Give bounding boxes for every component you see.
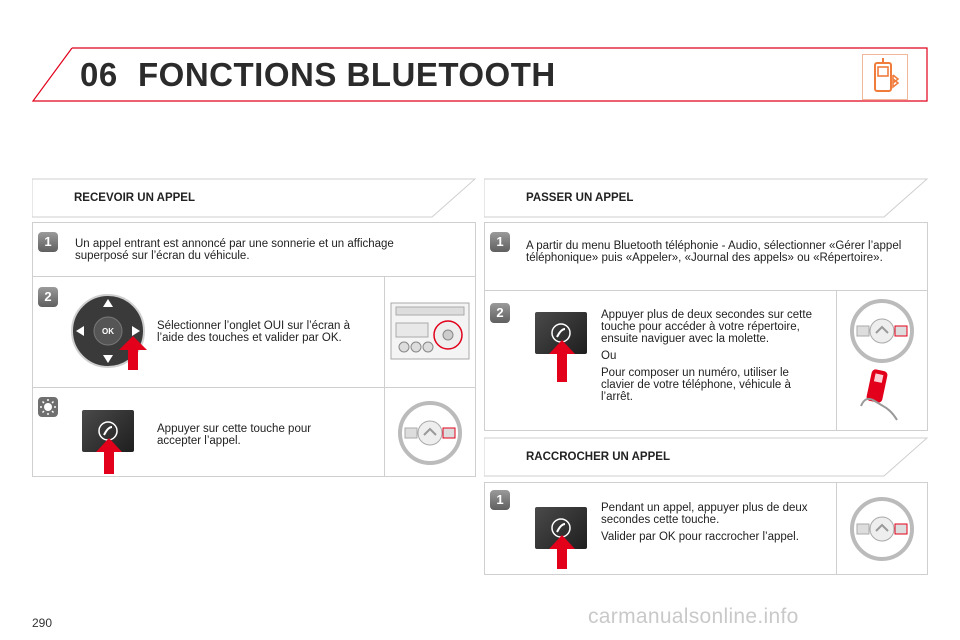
page-number: 290 xyxy=(32,616,53,630)
steering-wheel-icon xyxy=(849,298,915,364)
watermark: carmanualsonline.info xyxy=(588,605,799,628)
mobile-phone-hand-icon xyxy=(855,366,911,426)
divider xyxy=(484,290,928,291)
make-call-step2-text xyxy=(601,309,821,408)
make-call-step2-p1: Appuyer plus de deux secondes sur cette touche pour accéder à votre répertoire, ensuite naviguer avec la molette. xyxy=(601,309,812,345)
step-badge-2: 2 xyxy=(490,303,510,323)
receive-step1-text: Un appel entrant est annoncé par une sonnerie et un affichage superposé sur l’écran du véhicule. xyxy=(75,238,394,262)
step-badge-2: 2 xyxy=(38,287,58,307)
ok-key-label: OK xyxy=(102,327,114,336)
step-badge-1: 1 xyxy=(38,232,58,252)
red-arrow-icon xyxy=(96,438,122,474)
steering-wheel-icon xyxy=(397,400,463,466)
divider xyxy=(32,276,476,277)
section-title-receive: RECEVOIR UN APPEL xyxy=(74,192,195,204)
step-badge-1: 1 xyxy=(490,490,510,510)
car-radio-icon xyxy=(390,297,470,365)
bluetooth-phone-icon xyxy=(862,54,908,100)
divider xyxy=(836,290,837,431)
hang-up-p2: Valider par OK pour raccrocher l’appel. xyxy=(601,531,799,543)
red-arrow-icon xyxy=(119,336,147,370)
make-call-step2-p2: Ou xyxy=(601,350,617,362)
make-call-step1-text: A partir du menu Bluetooth téléphonie - Audio, sélectionner «Gérer l’appel téléphonique» puis «Appeler», «Journal des appels» ou «Répertoire». xyxy=(526,240,902,264)
chapter-number: 06 xyxy=(80,56,118,93)
page-title: FONCTIONS BLUETOOTH xyxy=(138,56,556,93)
red-arrow-icon xyxy=(549,340,575,382)
divider xyxy=(32,387,476,388)
divider xyxy=(384,276,385,477)
red-arrow-icon xyxy=(549,535,575,569)
divider xyxy=(836,482,837,575)
receive-step3-text: Appuyer sur cette touche pour accepter l’appel. xyxy=(157,423,312,447)
step-badge-1: 1 xyxy=(490,232,510,252)
section-title-hang-up: RACCROCHER UN APPEL xyxy=(526,451,670,463)
receive-step2-text: Sélectionner l’onglet OUI sur l’écran à l’aide des touches et valider par OK. xyxy=(157,320,351,344)
steering-wheel-icon xyxy=(849,496,915,562)
section-title-make-call: PASSER UN APPEL xyxy=(526,192,634,204)
light-bulb-icon xyxy=(38,397,58,417)
hang-up-step-text xyxy=(601,502,821,548)
make-call-step2-p3: Pour composer un numéro, utiliser le clavier de votre téléphone, véhicule à l’arrêt. xyxy=(601,367,791,403)
hang-up-p1: Pendant un appel, appuyer plus de deux secondes cette touche. xyxy=(601,502,808,526)
